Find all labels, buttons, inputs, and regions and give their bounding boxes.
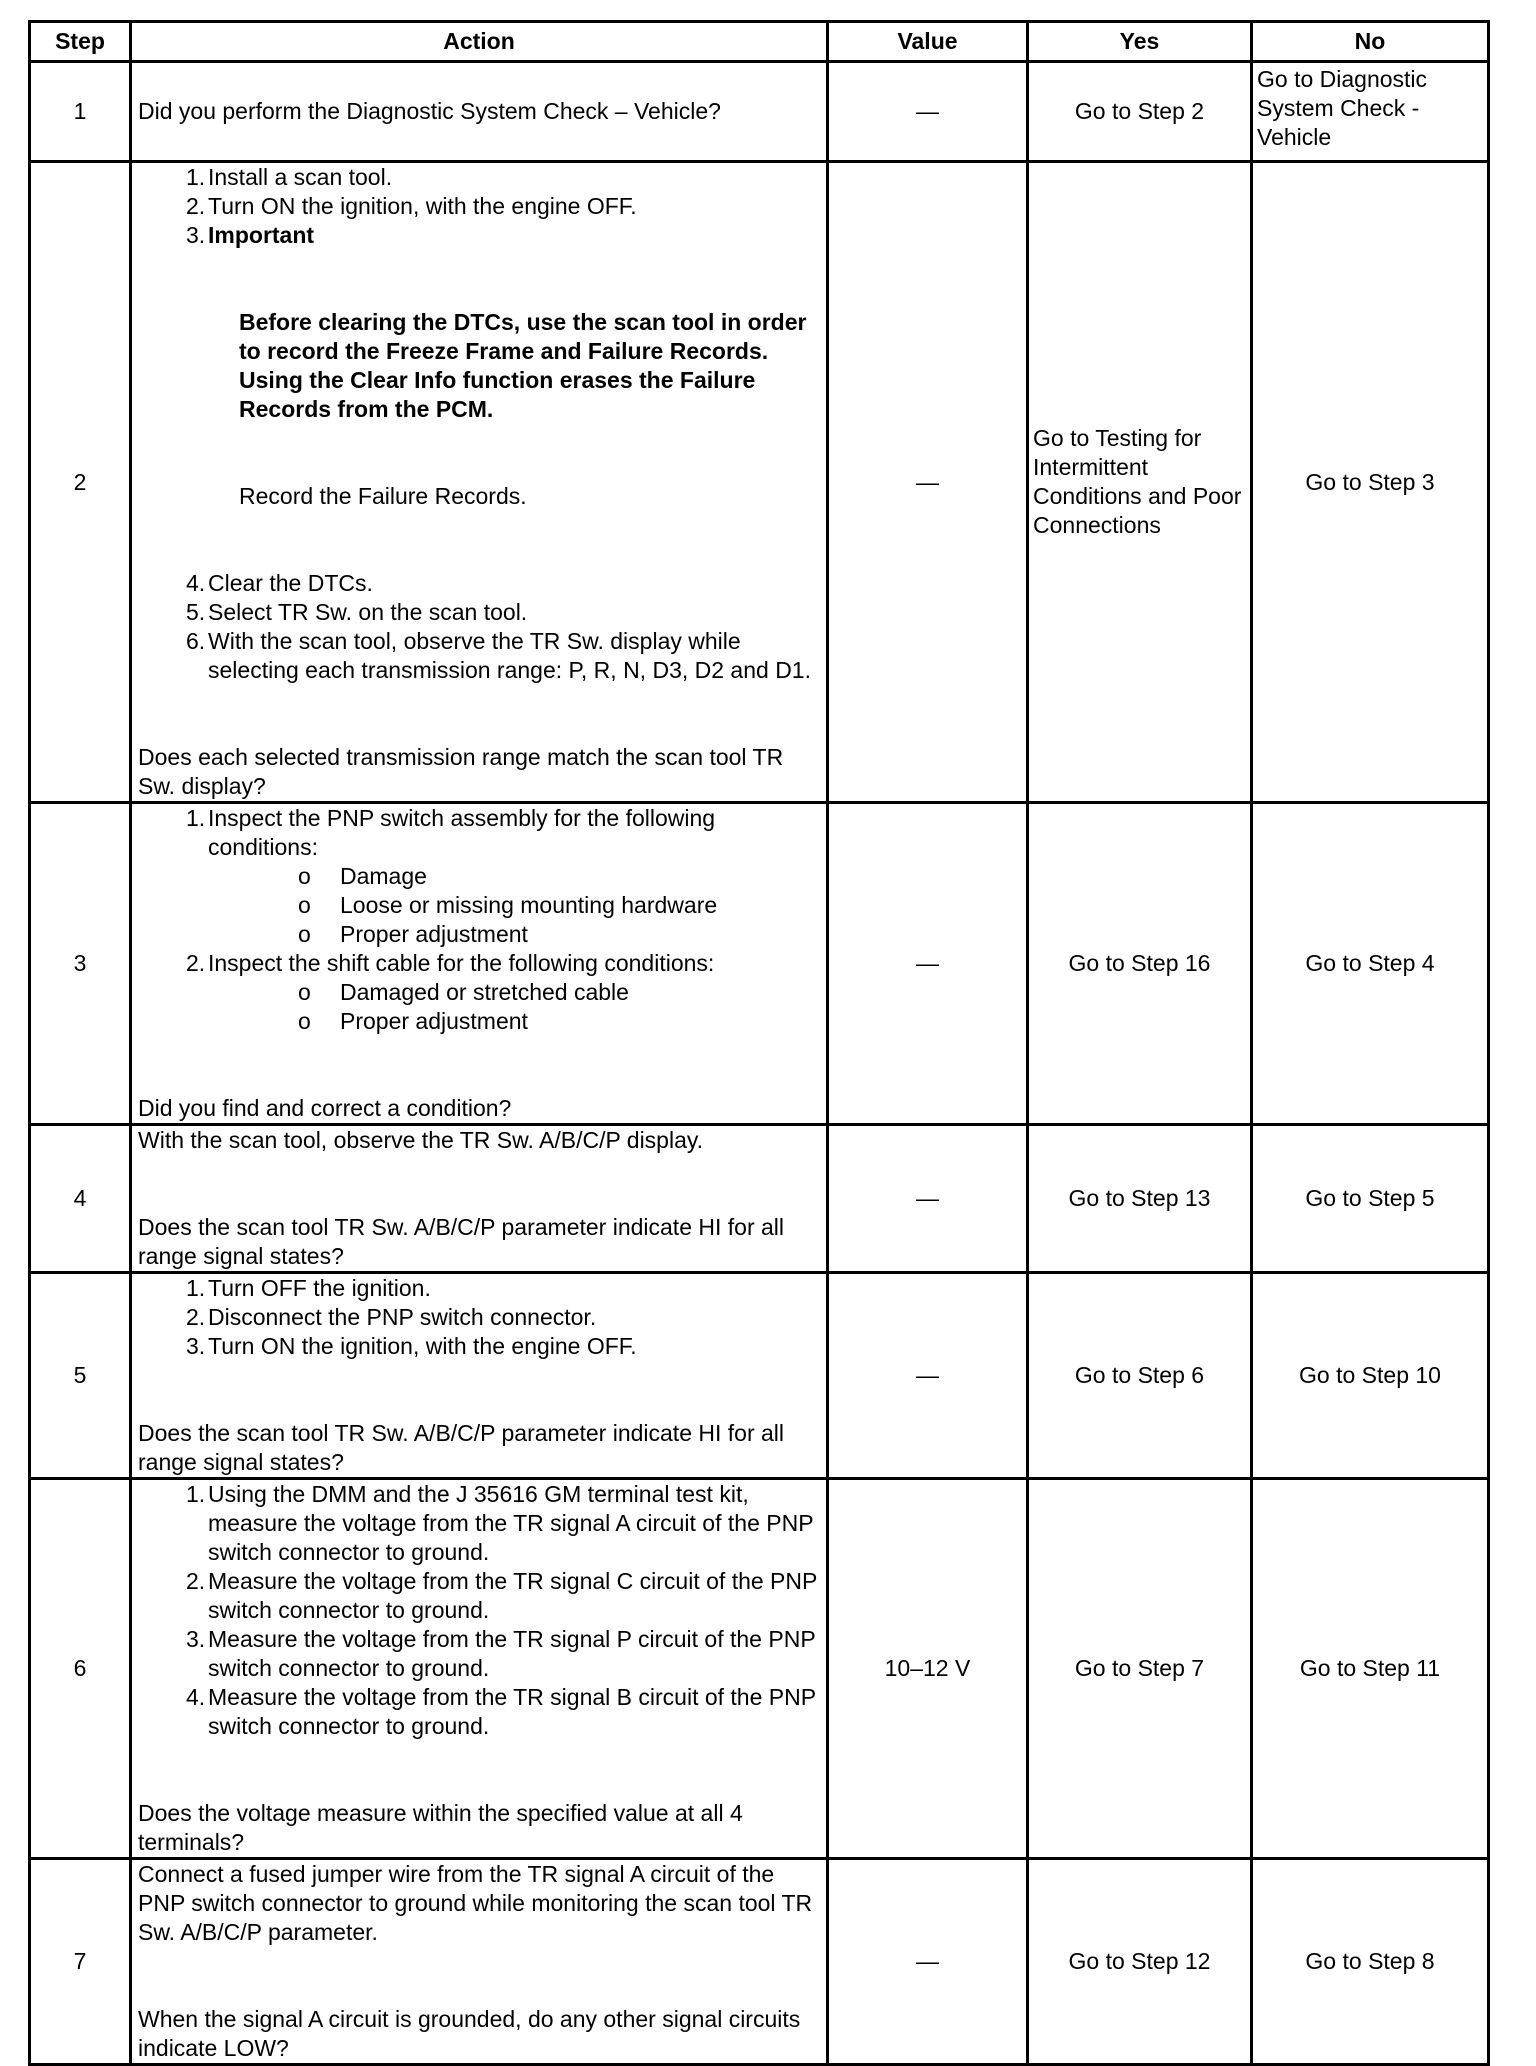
list-item: 1. Turn OFF the ignition. (186, 1275, 431, 1301)
list-item: 1. Using the DMM and the J 35616 GM terminal test kit, measure the voltage from the TR signal A circuit of the PNP switch connector to ground. (186, 1481, 814, 1565)
header-yes: Yes (1028, 22, 1252, 62)
step-number: 6 (30, 1479, 131, 1859)
table-row (30, 1125, 1489, 1273)
yes-cell: Go to Step 2 (1028, 62, 1252, 162)
value-cell: 10–12 V (828, 1479, 1028, 1859)
no-cell: Go to Step 10 (1252, 1273, 1489, 1479)
header-step: Step (30, 22, 131, 62)
yes-cell: Go to Step 6 (1028, 1273, 1252, 1479)
yes-cell: Go to Step 12 (1028, 1859, 1252, 2065)
question-text: Did you find and correct a condition? (138, 1095, 512, 1121)
value-cell: — (828, 1859, 1028, 2065)
list-item: 4. Clear the DTCs. (186, 570, 373, 596)
list-item: 1. Install a scan tool. (186, 164, 393, 190)
important-note: Before clearing the DTCs, use the scan tool in order to record the Freeze Frame and Failure Records. Using the Clear Info function erases the Failure Records from the PCM. (239, 309, 807, 422)
list-item: 3. Important (186, 222, 315, 248)
action-cell (131, 62, 828, 162)
value-cell: — (828, 1125, 1028, 1273)
list-item: 1. Inspect the PNP switch assembly for the following conditions: (186, 805, 716, 860)
question-text: When the signal A circuit is grounded, do any other signal circuits indicate LOW? (138, 2006, 801, 2061)
table-row (30, 162, 1489, 803)
question-text: Does the scan tool TR Sw. A/B/C/P parameter indicate HI for all range signal states? (138, 1420, 785, 1475)
list-item: 2. Inspect the shift cable for the following conditions: (186, 950, 715, 976)
header-no: No (1252, 22, 1489, 62)
no-cell: Go to Step 5 (1252, 1125, 1489, 1273)
list-item: 2. Measure the voltage from the TR signal C circuit of the PNP switch connector to ground. (186, 1568, 817, 1623)
sub-list-item: o Damaged or stretched cable (298, 979, 629, 1005)
action-cell (131, 1125, 828, 1273)
yes-cell: Go to Step 13 (1028, 1125, 1252, 1273)
record-text: Record the Failure Records. (239, 483, 527, 509)
yes-cell: Go to Step 7 (1028, 1479, 1252, 1859)
action-cell (131, 803, 828, 1125)
step-number: 1 (30, 62, 131, 162)
no-cell: Go to Diagnostic System Check - Vehicle (1252, 62, 1489, 162)
step-number: 7 (30, 1859, 131, 2065)
action-cell (131, 1859, 828, 2065)
question-text: Does the voltage measure within the specified value at all 4 terminals? (138, 1800, 743, 1855)
yes-cell: Go to Step 16 (1028, 803, 1252, 1125)
value-cell: — (828, 803, 1028, 1125)
value-cell: — (828, 162, 1028, 803)
question-text: Does the scan tool TR Sw. A/B/C/P parameter indicate HI for all range signal states? (138, 1214, 785, 1269)
no-cell: Go to Step 8 (1252, 1859, 1489, 2065)
list-item: 5. Select TR Sw. on the scan tool. (186, 599, 528, 625)
table-row (30, 1859, 1489, 2065)
sub-list-item: o Proper adjustment (298, 1008, 528, 1034)
list-item: 3. Measure the voltage from the TR signal P circuit of the PNP switch connector to ground. (186, 1626, 816, 1681)
list-item: 4. Measure the voltage from the TR signal B circuit of the PNP switch connector to ground. (186, 1684, 816, 1739)
no-cell: Go to Step 4 (1252, 803, 1489, 1125)
action-cell (131, 1479, 828, 1859)
header-value: Value (828, 22, 1028, 62)
header-row (30, 22, 1489, 62)
step-number: 2 (30, 162, 131, 803)
table-row (30, 1479, 1489, 1859)
value-cell: — (828, 1273, 1028, 1479)
question-text: Does each selected transmission range match the scan tool TR Sw. display? (138, 744, 784, 799)
step-number: 5 (30, 1273, 131, 1479)
sub-list-item: o Loose or missing mounting hardware (298, 892, 718, 918)
list-item: 6. With the scan tool, observe the TR Sw. display while selecting each transmission range: P, R, N, D3, D2 and D1. (186, 628, 811, 683)
sub-list-item: o Proper adjustment (298, 921, 528, 947)
no-cell: Go to Step 3 (1252, 162, 1489, 803)
table-row (30, 1273, 1489, 1479)
no-cell: Go to Step 11 (1252, 1479, 1489, 1859)
yes-cell: Go to Testing for Intermittent Conditions and Poor Connections (1028, 162, 1252, 803)
sub-list-item: o Damage (298, 863, 427, 889)
action-cell (131, 162, 828, 803)
action-cell (131, 1273, 828, 1479)
step-number: 4 (30, 1125, 131, 1273)
action-text: Connect a fused jumper wire from the TR signal A circuit of the PNP switch connector to ground while monitoring the scan tool TR Sw. A/B/C/P parameter. (138, 1861, 813, 1945)
list-item: 3. Turn ON the ignition, with the engine OFF. (186, 1333, 637, 1359)
list-item: 2. Disconnect the PNP switch connector. (186, 1304, 597, 1330)
diagnostic-table (28, 20, 1490, 2066)
question-text: Did you perform the Diagnostic System Check – Vehicle? (138, 98, 721, 124)
list-item: 2. Turn ON the ignition, with the engine OFF. (186, 193, 637, 219)
header-action: Action (131, 22, 828, 62)
table-row (30, 803, 1489, 1125)
action-text: With the scan tool, observe the TR Sw. A/B/C/P display. (138, 1127, 704, 1153)
table-row (30, 62, 1489, 162)
value-cell: — (828, 62, 1028, 162)
step-number: 3 (30, 803, 131, 1125)
